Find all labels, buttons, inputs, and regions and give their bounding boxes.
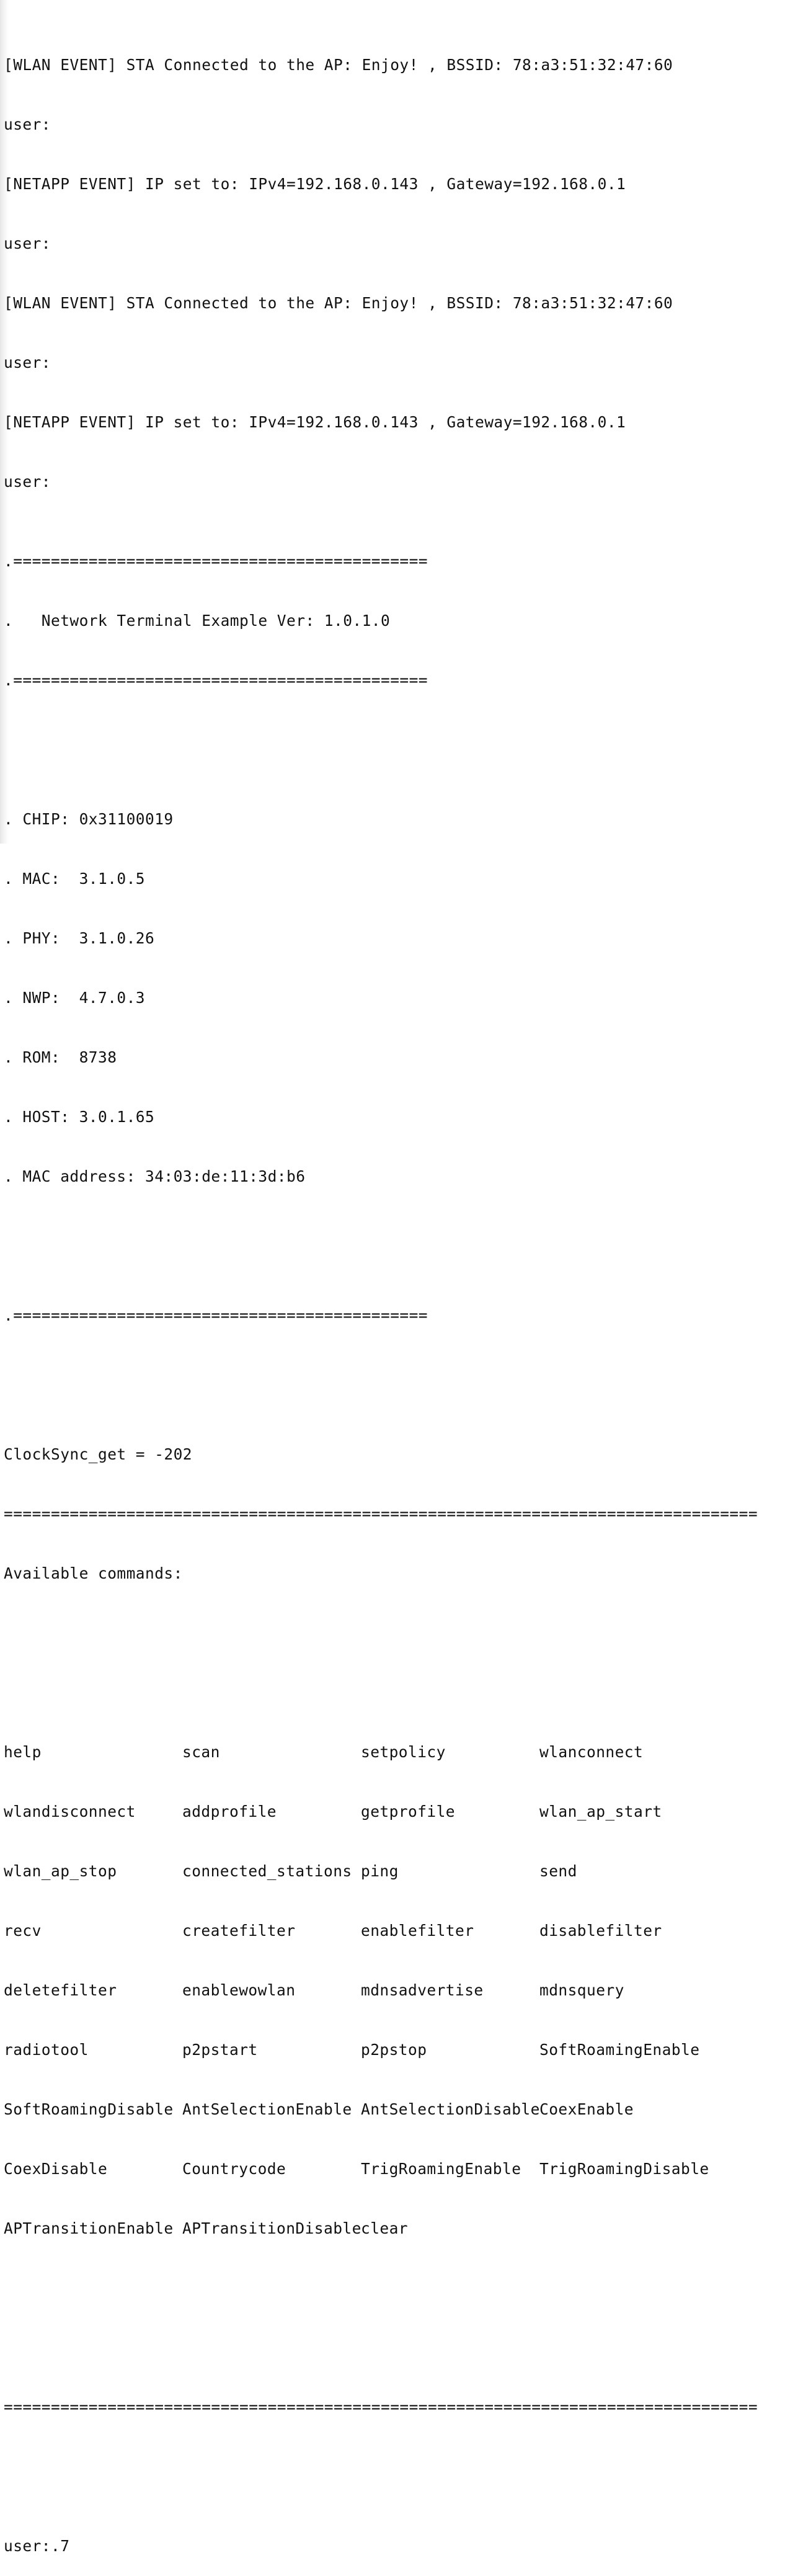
command-item: mdnsquery — [539, 1981, 624, 1999]
commands-row — [4, 2219, 773, 2239]
command-item: radiotool — [4, 2041, 89, 2059]
command-item: wlandisconnect — [4, 1803, 136, 1821]
commands-row — [4, 2040, 773, 2060]
blank-line — [4, 2338, 773, 2358]
blank-line — [4, 1365, 773, 1385]
command-item: recv — [4, 1922, 42, 1940]
separator-rule: ================================================================================ — [4, 1505, 758, 1523]
command-item: wlanconnect — [539, 1743, 644, 1761]
command-input[interactable]: .7 — [51, 2537, 70, 2555]
commands-row — [4, 1802, 773, 1822]
commands-header: Available commands: — [4, 1564, 183, 1582]
banner-rule-bottom: .============================================ — [4, 1306, 428, 1324]
log-line: [NETAPP EVENT] IP set to: IPv4=192.168.0.143 , Gateway=192.168.0.1 — [4, 175, 626, 193]
command-item: CoexEnable — [539, 2100, 634, 2118]
command-item: enablefilter — [361, 1922, 474, 1940]
prompt-label: user: — [4, 2537, 51, 2555]
command-item: p2pstop — [361, 2041, 427, 2059]
command-item — [539, 2219, 718, 2239]
command-item: deletefilter — [4, 1981, 117, 1999]
command-item: clear — [361, 2219, 409, 2237]
command-item: send — [539, 1862, 577, 1880]
command-item: mdnsadvertise — [361, 1981, 484, 1999]
banner-rule-top: .============================================ — [4, 552, 428, 570]
command-item: p2pstart — [182, 2041, 258, 2059]
separator-rule-bottom: ================================================================================ — [4, 2398, 758, 2416]
command-item: Countrycode — [182, 2160, 286, 2178]
command-item: createfilter — [182, 1922, 296, 1940]
command-item: help — [4, 1743, 42, 1761]
commands-row — [4, 2159, 773, 2179]
log-line: [NETAPP EVENT] IP set to: IPv4=192.168.0.143 , Gateway=192.168.0.1 — [4, 413, 626, 431]
commands-row — [4, 1861, 773, 1881]
device-info-chip: . CHIP: 0x31100019 — [4, 810, 174, 828]
command-item: AntSelectionDisable — [361, 2100, 540, 2118]
commands-row — [4, 1742, 773, 1762]
commands-row — [4, 1921, 773, 1941]
command-item: scan — [182, 1743, 220, 1761]
device-info-phy: . PHY: 3.1.0.26 — [4, 929, 155, 947]
terminal-output[interactable] — [4, 16, 773, 2576]
command-item: wlan_ap_start — [539, 1803, 662, 1821]
log-line: [WLAN EVENT] STA Connected to the AP: Enjoy! , BSSID: 78:a3:51:32:47:60 — [4, 56, 673, 74]
device-info-nwp: . NWP: 4.7.0.3 — [4, 989, 146, 1007]
command-item: setpolicy — [361, 1743, 446, 1761]
command-item: SoftRoamingDisable — [4, 2100, 174, 2118]
command-item: CoexDisable — [4, 2160, 108, 2178]
command-item: disablefilter — [539, 1922, 662, 1940]
commands-row — [4, 1981, 773, 2000]
command-item: AntSelectionEnable — [182, 2100, 352, 2118]
command-item: enablewowlan — [182, 1981, 296, 1999]
banner-title: . Network Terminal Example Ver: 1.0.1.0 — [4, 612, 391, 630]
device-info-mac-address: . MAC address: 34:03:de:11:3d:b6 — [4, 1167, 306, 1185]
clock-sync-line: ClockSync_get = -202 — [4, 1445, 193, 1463]
command-item: getprofile — [361, 1803, 456, 1821]
device-info-mac: . MAC: 3.1.0.5 — [4, 870, 146, 888]
blank-line — [4, 1226, 773, 1246]
command-item: APTransitionDisable — [182, 2219, 361, 2237]
log-line: user: — [4, 473, 51, 491]
command-item: SoftRoamingEnable — [539, 2041, 700, 2059]
command-item: addprofile — [182, 1803, 277, 1821]
command-item: APTransitionEnable — [4, 2219, 174, 2237]
blank-line — [4, 730, 773, 750]
command-item: TrigRoamingEnable — [361, 2160, 521, 2178]
log-line: [WLAN EVENT] STA Connected to the AP: Enjoy! , BSSID: 78:a3:51:32:47:60 — [4, 294, 673, 312]
blank-line — [4, 1623, 773, 1643]
commands-row — [4, 2100, 773, 2119]
blank-line — [4, 2457, 773, 2477]
commands-table — [4, 1703, 773, 2278]
device-info-rom: . ROM: 8738 — [4, 1048, 117, 1066]
banner-rule-middle: .============================================ — [4, 671, 428, 689]
command-item: TrigRoamingDisable — [539, 2160, 709, 2178]
log-line: user: — [4, 115, 51, 133]
command-prompt-line[interactable] — [4, 2536, 773, 2556]
device-info-host: . HOST: 3.0.1.65 — [4, 1108, 155, 1126]
command-item: ping — [361, 1862, 399, 1880]
command-item: connected_stations — [182, 1862, 352, 1880]
log-line: user: — [4, 354, 51, 372]
command-item: wlan_ap_stop — [4, 1862, 117, 1880]
log-line: user: — [4, 234, 51, 252]
